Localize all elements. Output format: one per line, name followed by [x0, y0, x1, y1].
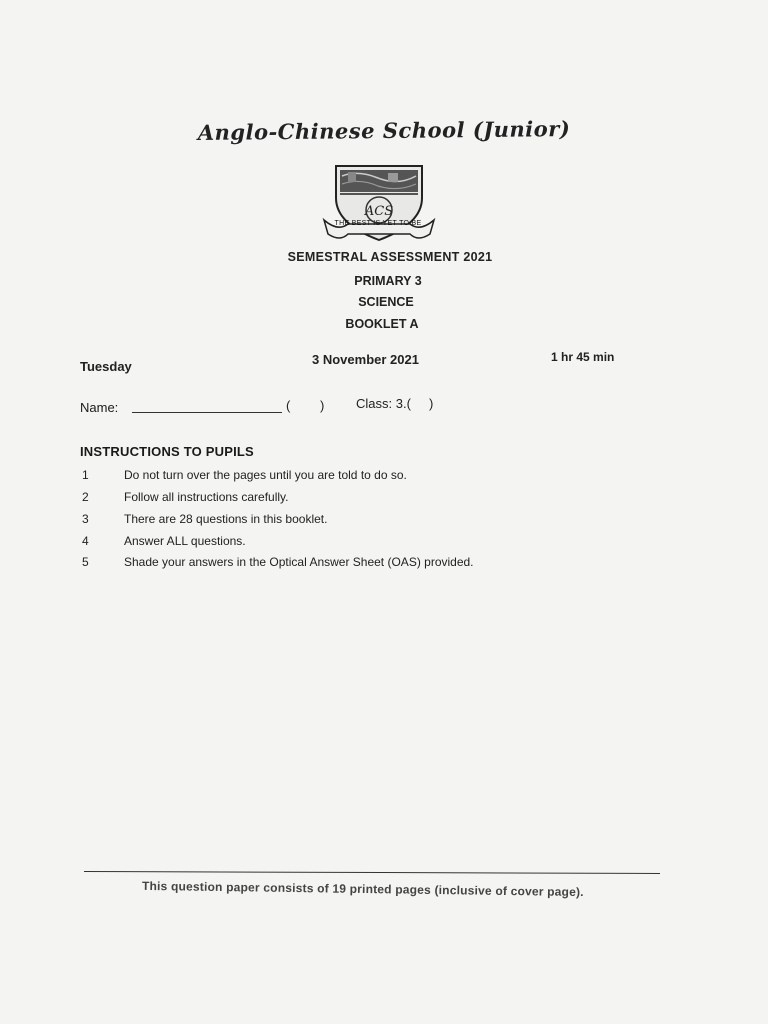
instruction-text: Do not turn over the pages until you are told to do so. — [124, 468, 407, 482]
instruction-number: 3 — [82, 512, 89, 526]
instruction-text: Follow all instructions carefully. — [124, 490, 289, 504]
footer-page-count-note: This question paper consists of 19 printed pages (inclusive of cover page). — [141, 878, 584, 900]
assessment-title: SEMESTRAL ASSESSMENT 2021 — [287, 250, 493, 264]
subject-title: SCIENCE — [358, 295, 414, 309]
booklet-title: BOOKLET A — [345, 317, 419, 331]
name-blank-line[interactable] — [132, 412, 282, 413]
instruction-text: Shade your answers in the Optical Answer Sheet (OAS) provided. — [124, 555, 474, 569]
school-name: Anglo-Chinese School (Junior) — [197, 116, 571, 145]
level-title: PRIMARY 3 — [354, 274, 422, 288]
exam-duration: 1 hr 45 min — [551, 350, 615, 364]
crest-monogram: ACS — [364, 204, 394, 219]
crest-motto: THE BEST IS YET TO BE — [334, 220, 422, 227]
instruction-text: There are 28 questions in this booklet. — [124, 512, 328, 526]
footer-divider — [84, 871, 660, 874]
index-paren-open: ( — [286, 398, 291, 413]
instruction-number: 4 — [82, 534, 89, 548]
instruction-text: Answer ALL questions. — [124, 534, 246, 548]
name-label: Name: — [80, 400, 119, 415]
exam-day: Tuesday — [80, 359, 132, 374]
exam-date: 3 November 2021 — [312, 352, 419, 367]
instruction-number: 5 — [82, 555, 89, 569]
instruction-number: 1 — [82, 468, 89, 482]
class-label: Class: 3.( ) — [356, 396, 434, 411]
instruction-number: 2 — [82, 490, 89, 504]
instructions-heading: INSTRUCTIONS TO PUPILS — [80, 444, 254, 459]
school-crest-logo — [318, 158, 440, 246]
index-paren-close: ) — [320, 398, 325, 413]
